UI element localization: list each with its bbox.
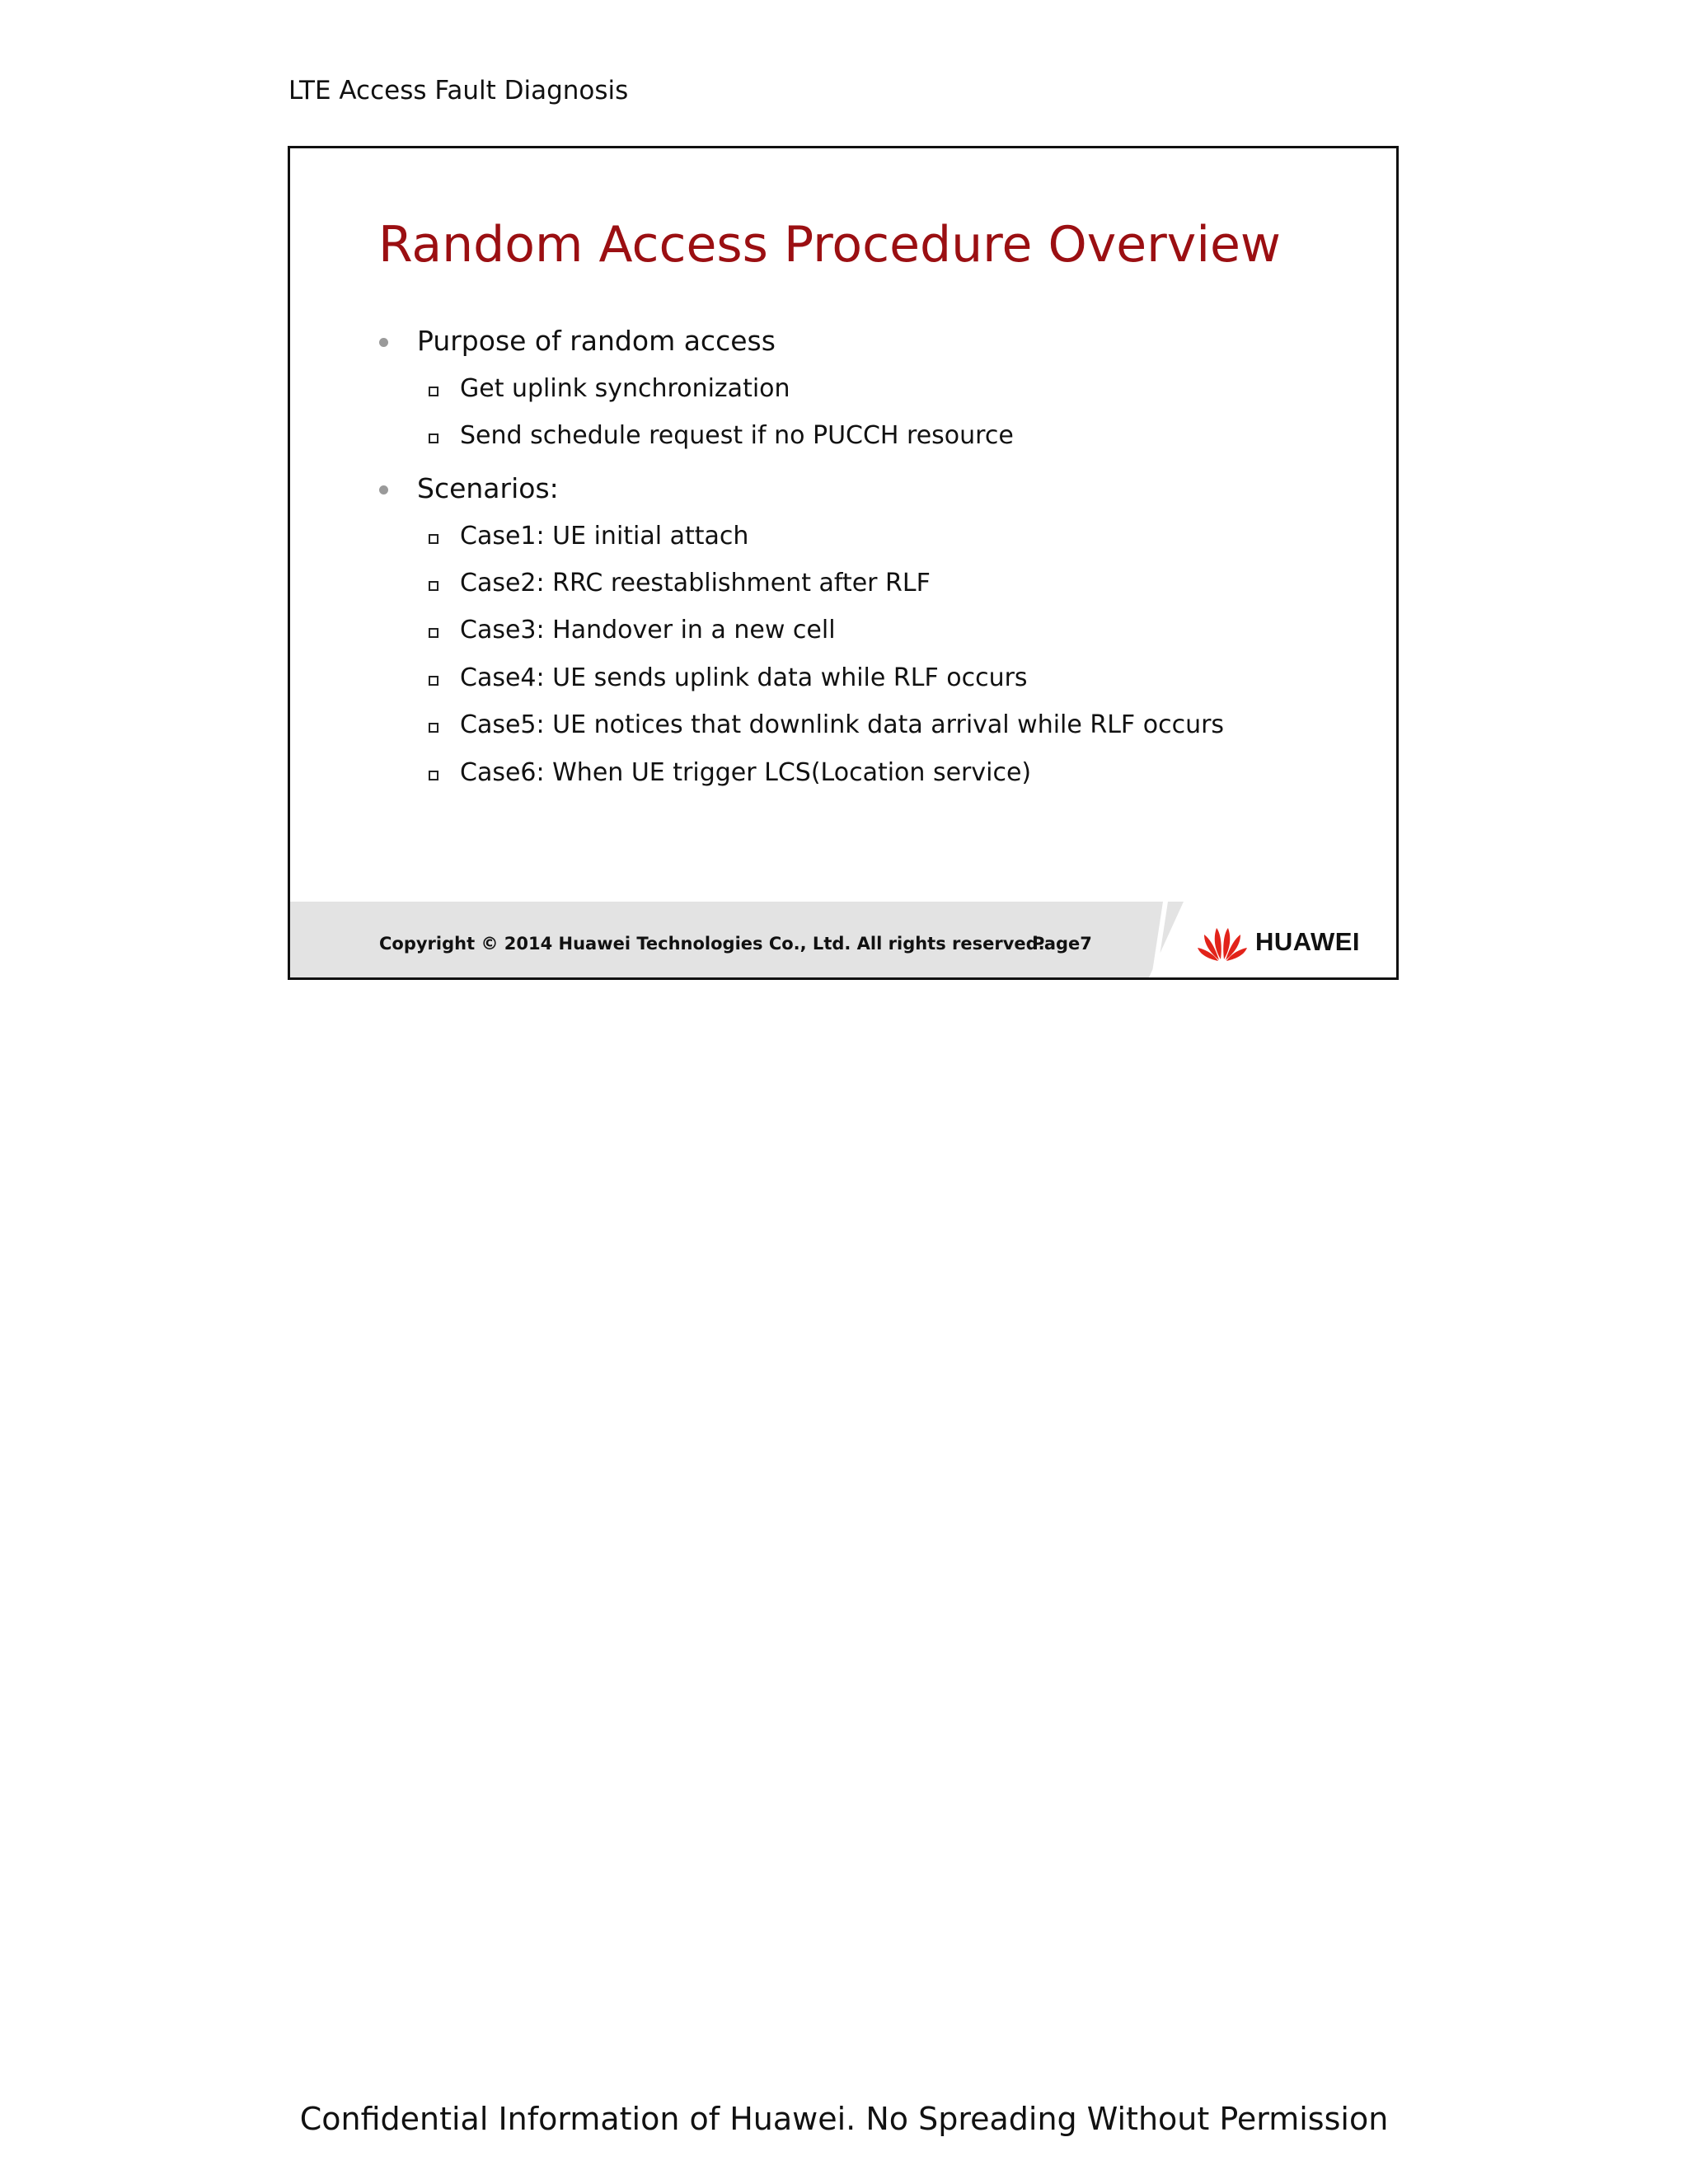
huawei-logo xyxy=(1196,921,1360,963)
square-bullet-icon xyxy=(429,534,438,544)
slide-footer xyxy=(290,902,1396,977)
square-bullet-icon xyxy=(429,723,438,733)
slide: Random Access Procedure Overview Purpose of random access Get uplink synchronization Send schedule request if no PUCCH resource Scenarios: Case1: UE initial attach Case2: RRC reestablishment after RLF Case3: Handover in a new cell Case4: UE sends uplink data while RLF occurs Case5: UE notices that downlink data arrival while RLF occurs Case6: When UE trigger LCS(Location service) Copyright © 2014 Huawei Technologies Co., Ltd. All rights reserved. Page7 HUAWEI xyxy=(288,146,1399,980)
copyright-text: Copyright © 2014 Huawei Technologies Co., Ltd. All rights reserved. xyxy=(379,934,1045,954)
bullet-dot-icon xyxy=(379,485,388,494)
square-bullet-icon xyxy=(429,434,438,443)
page-number: Page7 xyxy=(1032,934,1092,954)
huawei-flower-icon xyxy=(1196,921,1249,963)
square-bullet-icon xyxy=(429,628,438,638)
slide-title: Random Access Procedure Overview xyxy=(378,216,1281,274)
square-bullet-icon xyxy=(429,676,438,686)
document-header: LTE Access Fault Diagnosis xyxy=(288,76,629,105)
bullet-dot-icon xyxy=(379,338,388,347)
huawei-wordmark: HUAWEI xyxy=(1255,927,1360,956)
square-bullet-icon xyxy=(429,771,438,780)
square-bullet-icon xyxy=(429,581,438,591)
square-bullet-icon xyxy=(429,387,438,396)
confidential-notice: Confidential Information of Huawei. No Spreading Without Permission xyxy=(299,2101,1389,2137)
